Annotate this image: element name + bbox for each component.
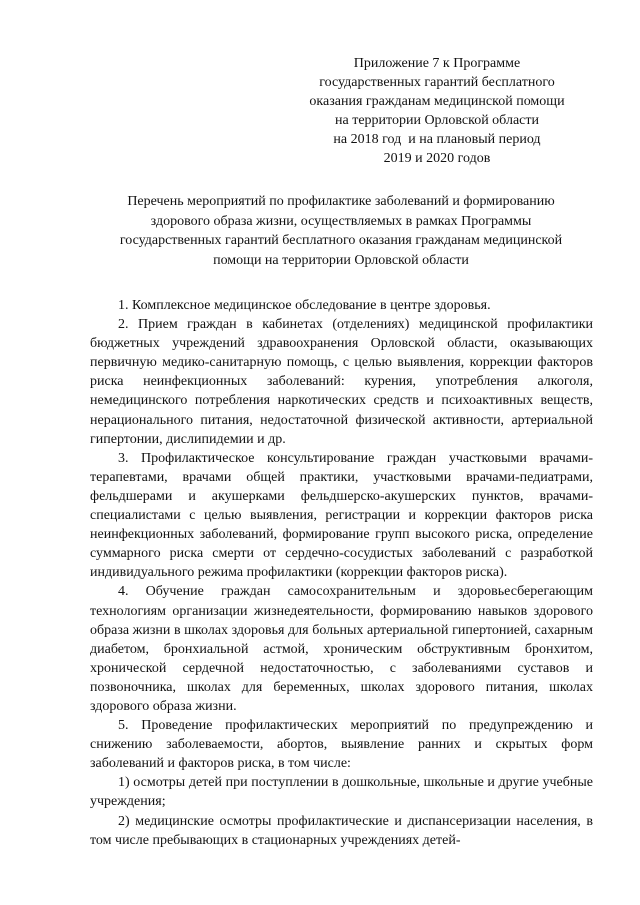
paragraph-2: 2. Прием граждан в кабинетах (отделениях) медицинской профилактики бюджетных учреждений здравоохранения Орловской области, оказывающих первичную медико-санитарную помощь, с целью выявления, коррекции факторов риска неинфекционных заболеваний: курения, употребления алкоголя, немедицинского потребления наркотических средств и психоактивных веществ, нерационального питания, недостаточной физической активности, артериальной гипертонии, дислипидемии и др. — [90, 317, 593, 447]
appendix-line: Приложение 7 к Программе — [353, 56, 521, 71]
appendix-header — [296, 54, 578, 168]
paragraph-5: 5. Проведение профилактических мероприятий по предупреждению и снижению заболеваемости, абортов, выявление ранних и скрытых форм заболеваний и факторов риска, в том числе: — [90, 718, 593, 772]
title-line: здорового образа жизни, осуществляемых в рамках Программы — [150, 213, 532, 229]
paragraph-5-item-1: 1) осмотры детей при поступлении в дошкольные, школьные и другие учебные учреждения; — [90, 775, 593, 810]
title-line: государственных гарантий бесплатного оказания гражданам медицинской — [119, 233, 563, 248]
appendix-line: 2019 и 2020 годов — [383, 151, 491, 166]
paragraph-4: 4. Обучение граждан самосохранительным и здоровьесберегающим технологиям организации жизнедеятельности, формированию навыков здорового образа жизни в школах здоровья для больных артериальной гипертонией, сахарным диабетом, бронхиальной астмой, хроническим обструктивным бронхитом, хронической сердечной недостаточностью, с заболеваниями суставов и позвоночника, школах для беременных, школах здорового питания, школах здорового образа жизни. — [90, 584, 593, 714]
appendix-line: оказания гражданам медицинской помощи — [309, 94, 565, 109]
title-line: помощи на территории Орловской области — [213, 252, 469, 268]
appendix-line: государственных гарантий бесплатного — [319, 75, 555, 90]
title-line: Перечень мероприятий по профилактике заболеваний и формированию — [127, 194, 555, 209]
paragraph-3: 3. Профилактическое консультирование граждан участковыми врачами-терапевтами, врачами общей практики, участковыми врачами-педиатрами, фельдшерами и акушерками фельдшерско-акушерских пунктов, врачами-специалистами с целью выявления, регистрации и коррекции факторов риска неинфекционных заболеваний, формирование групп высокого риска, определение суммарного риска смерти от сердечно-сосудистых заболеваний с разработкой индивидуального режима профилактики (коррекции факторов риска). — [90, 450, 593, 581]
paragraph-5-item-2: 2) медицинские осмотры профилактические и диспансеризации населения, в том числе пребывающих в стационарных учреждениях детей- — [90, 813, 593, 848]
document-title — [102, 192, 580, 270]
appendix-line: на 2018 год и на плановый период — [333, 132, 541, 147]
appendix-line: на территории Орловской области — [335, 113, 539, 128]
document-body — [90, 296, 593, 850]
paragraph-1: 1. Комплексное медицинское обследование в центре здоровья. — [118, 298, 491, 313]
